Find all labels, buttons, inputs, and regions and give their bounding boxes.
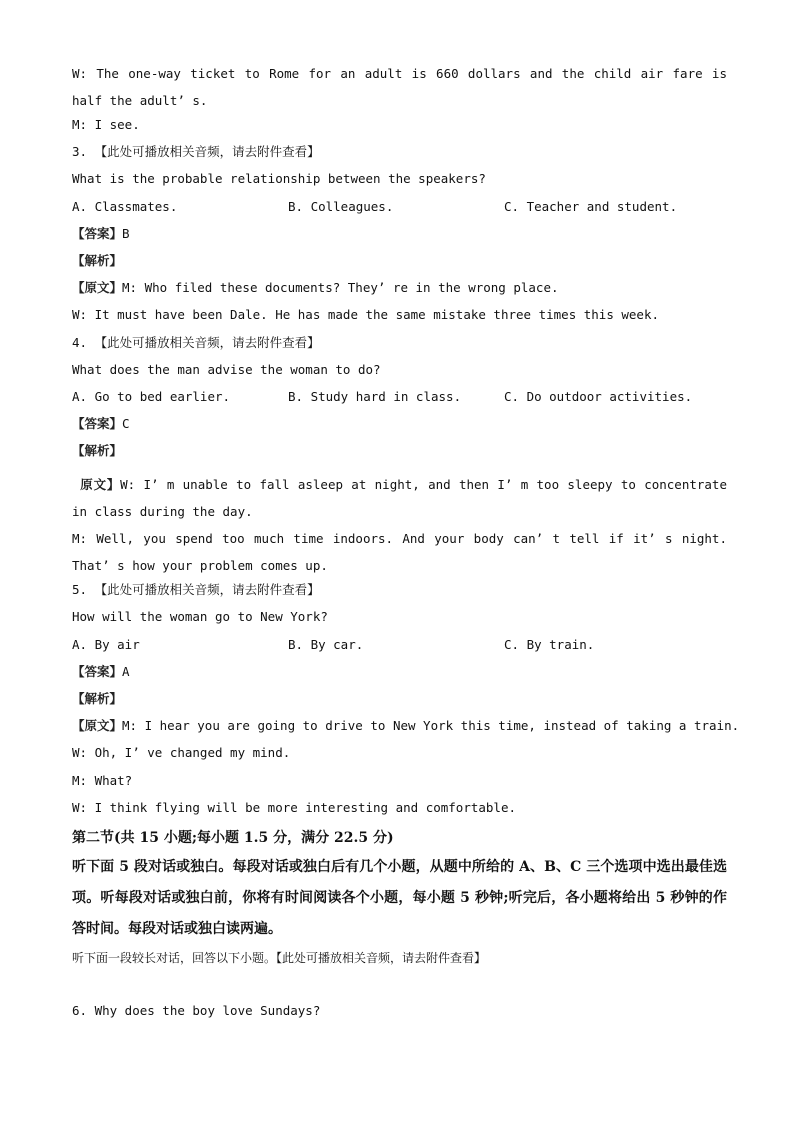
answer-line [72, 661, 727, 688]
original-tag: 【原文】 [72, 280, 123, 296]
spacer [72, 972, 727, 1000]
option-a: A. Classmates. [72, 198, 178, 214]
question-6-text: 6. Why does the boy love Sundays? [72, 1002, 321, 1018]
dialogue-line: M: What? [72, 772, 133, 788]
question-3-text: What is the probable relationship between the speakers? [72, 171, 486, 187]
dialogue-line: M: I see. [72, 117, 140, 132]
option-a: A. By air [72, 636, 140, 652]
answer-tag: 【答案】 [72, 225, 123, 241]
answer-line [72, 223, 727, 250]
answer-value: B [122, 225, 130, 241]
section-2-title: 第二节(共 15 小题;每小题 1.5 分，满分 22.5 分) [72, 829, 394, 846]
question-5-text: How will the woman go to New York? [72, 609, 328, 625]
question-4-text: What does the man advise the woman to do? [72, 361, 381, 377]
question-5-header: 5. 【此处可播放相关音频，请去附件查看】 [72, 582, 320, 598]
option-c: C. By train. [504, 636, 595, 652]
original-tag: 原文】 [80, 477, 121, 493]
original-text [72, 471, 727, 525]
dialogue-line: W: The one-way ticket to Rome for an adult is 660 dollars and the child air fare is half the adult’ s. [72, 66, 727, 108]
option-a: A. Go to bed earlier. [72, 388, 231, 404]
dialogue-line: M: Well, you spend too much time indoors. And your body can’ t tell if it’ s night. That’ s how your problem comes up. [72, 531, 727, 574]
explanation-tag: 【解析】 [72, 691, 123, 706]
option-c: C. Do outdoor activities. [504, 388, 693, 404]
original-line: W: I’ m unable to fall asleep at night, and then I’ m too sleepy to concentrate in class during the day. [72, 477, 727, 520]
option-b: B. Study hard in class. [288, 388, 462, 404]
original-text [72, 277, 727, 304]
dialogue-line: W: I think flying will be more interesting and comfortable. [72, 799, 517, 815]
question-3-header: 3. 【此处可播放相关音频，请去附件查看】 [72, 144, 320, 160]
explanation-tag: 【解析】 [72, 443, 123, 459]
dialogue-line: W: It must have been Dale. He has made the same mistake three times this week. [72, 307, 659, 323]
answer-value: C [122, 416, 130, 432]
original-line: M: Who filed these documents? They’ re in the wrong place. [122, 280, 559, 296]
option-c: C. Teacher and student. [504, 198, 678, 214]
original-text [72, 715, 740, 742]
original-tag: 【原文】 [72, 718, 123, 734]
answer-line [72, 413, 727, 440]
option-b: B. Colleagues. [288, 198, 394, 214]
document-page [72, 60, 740, 1027]
question-3-options [72, 196, 727, 223]
option-b: B. By car. [288, 636, 364, 652]
explanation-tag: 【解析】 [72, 252, 123, 268]
question-5-options [72, 634, 727, 661]
listening-instruction: 听下面一段较长对话，回答以下小题。【此处可播放相关音频，请去附件查看】 [72, 950, 487, 965]
answer-value: A [122, 663, 130, 679]
question-4-options [72, 386, 727, 413]
question-4-header: 4. 【此处可播放相关音频，请去附件查看】 [72, 334, 320, 350]
section-2-instructions: 听下面 5 段对话或独白。每段对话或独白后有几个小题，从题中所给的 A、B、C 三个选项中选出最佳选项。听每段对话或独白前，你将有时间阅读各个小题，每小题 5 秒钟;听完后，各小题将给出 5 秒钟的作答时间。每段对话或独白读两遍。 [72, 858, 727, 937]
original-line: M: I hear you are going to drive to New York this time, instead of taking a train. [122, 718, 740, 734]
answer-tag: 【答案】 [72, 663, 123, 679]
answer-tag: 【答案】 [72, 416, 123, 432]
dialogue-line: W: Oh, I’ ve changed my mind. [72, 745, 291, 761]
